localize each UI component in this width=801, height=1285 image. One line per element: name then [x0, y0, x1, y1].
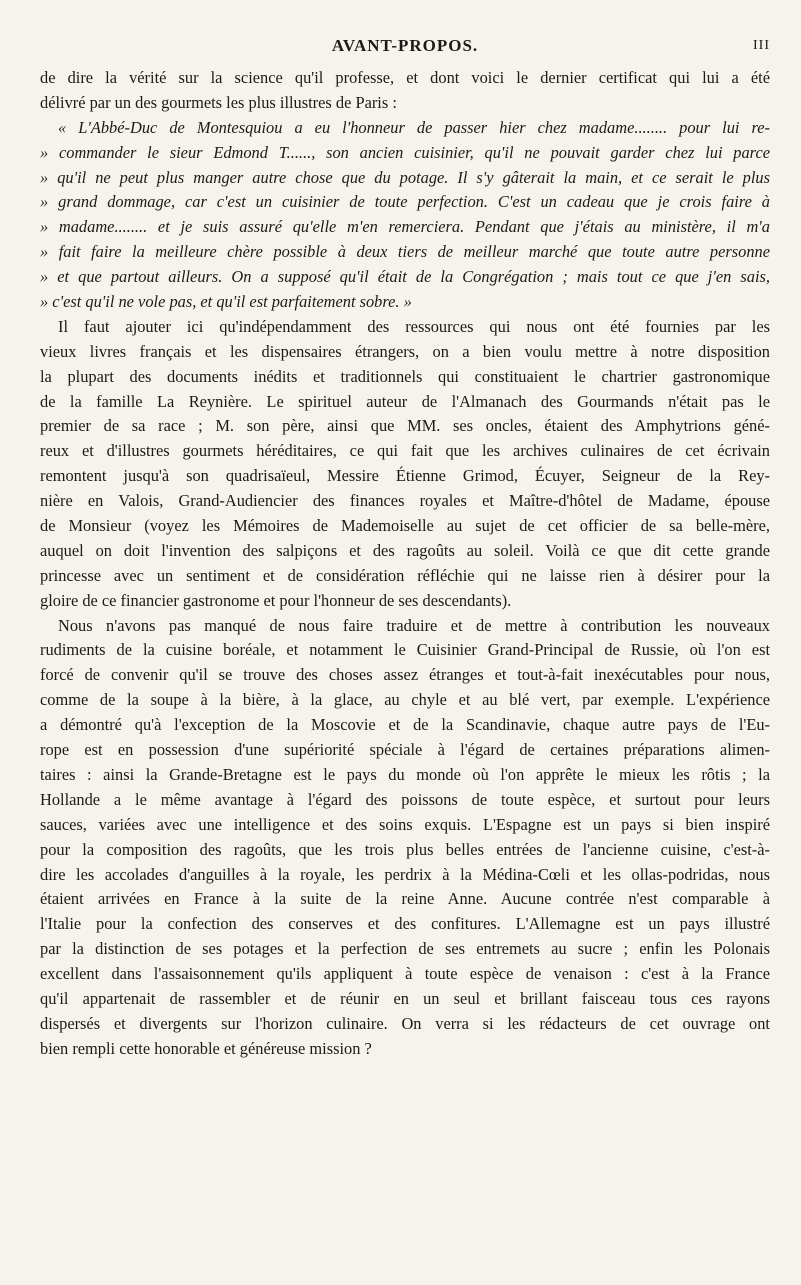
text-line: dire les accolades d'anguilles à la royale, les perdrix à la Médina-Cœli et les ollas-podridas, nous — [40, 864, 770, 884]
text-line: nière en Valois, Grand-Audiencier des finances royales et Maître-d'hôtel de Madame, épouse — [40, 491, 770, 511]
text-line: princesse avec un sentiment et de considération réfléchie qui ne laisse rien à désirer pour la — [40, 565, 770, 585]
text-line: » madame........ et je suis assuré qu'elle m'en remerciera. Pendant que j'étais au ministère, il m'a — [40, 217, 770, 237]
text-line: de la famille La Reynière. Le spirituel auteur de l'Almanach des Gourmands n'était pas le — [40, 391, 770, 411]
text-line: » fait faire la meilleure chère possible à deux tiers de meilleur marché que toute autre personne — [40, 242, 770, 262]
text-line: sauces, variées avec une intelligence et des soins exquis. L'Espagne est un pays si bien inspiré — [40, 814, 770, 834]
quotation-paragraph — [40, 116, 770, 315]
text-line: » qu'il ne peut plus manger autre chose que du potage. Il s'y gâterait la main, et ce serait le plus — [40, 167, 770, 187]
text-line: Hollande a le même avantage à l'égard des poissons de toute espèce, et surtout pour leurs — [40, 789, 770, 809]
text-line: rope est en possession d'une supériorité spéciale à l'égard de certaines préparations alimen- — [40, 740, 770, 760]
paragraph — [40, 66, 770, 116]
text-line: délivré par un des gourmets les plus illustres de Paris : — [40, 92, 397, 112]
paragraph — [40, 315, 770, 614]
page-number: III — [753, 38, 770, 53]
text-line: excellent dans l'assaisonnement qu'ils appliquent à toute espèce de venaison : c'est à la France — [40, 964, 770, 984]
text-line: a démontré qu'à l'exception de la Moscovie et de la Scandinavie, chaque autre pays de l'Eu- — [40, 715, 770, 735]
text-line: comme de la soupe à la bière, à la glace, au chyle et au blé vert, par exemple. L'expérience — [40, 690, 770, 710]
text-line: étaient arrivées en France à la suite de la reine Anne. Aucune contrée n'est comparable à — [40, 889, 770, 909]
running-title: AVANT-PROPOS. — [331, 36, 479, 55]
text-line: taires : ainsi la Grande-Bretagne est le pays du monde où l'on apprête le mieux les rôtis ; la — [40, 764, 770, 784]
text-line: de Monsieur (voyez les Mémoires de Mademoiselle au sujet de cet officier de sa belle-mère, — [40, 516, 770, 536]
text-line: Il faut ajouter ici qu'indépendamment des ressources qui nous ont été fournies par les — [58, 316, 770, 336]
text-line: vieux livres français et les dispensaires étrangers, on a bien voulu mettre à notre disposition — [40, 341, 770, 361]
text-line: remontent jusqu'à son quadrisaïeul, Messire Étienne Grimod, Écuyer, Seigneur de la Rey- — [40, 466, 770, 486]
text-line: » c'est qu'il ne vole pas, et qu'il est parfaitement sobre. » — [40, 292, 412, 312]
text-line: auquel on doit l'invention des salpiçons et des ragoûts au soleil. Voilà ce que dit cette grande — [40, 540, 770, 560]
text-line: « L'Abbé-Duc de Montesquiou a eu l'honneur de passer hier chez madame........ pour lui re- — [58, 117, 770, 137]
text-line: forcé de convenir qu'il se trouve des choses assez étranges et tout-à-fait inexécutables pour nous, — [40, 665, 770, 685]
text-line: par la distinction de ses potages et la perfection de ses entremets au sucre ; enfin les Polonais — [40, 939, 770, 959]
text-line: rudiments de la cuisine boréale, et notamment le Cuisinier Grand-Principal de Russie, où l'on est — [40, 640, 770, 660]
text-line: pour la composition des ragoûts, que les trois plus belles entrées de l'ancienne cuisine, c'est-à- — [40, 839, 770, 859]
text-line: de dire la vérité sur la science qu'il professe, et dont voici le dernier certificat qui lui a été — [40, 68, 770, 87]
text-line: Nous n'avons pas manqué de nous faire traduire et de mettre à contribution les nouveaux — [58, 615, 770, 635]
text-line: premier de sa race ; M. son père, ainsi que MM. ses oncles, étaient des Amphytrions géné- — [40, 416, 770, 436]
text-line: gloire de ce financier gastronome et pour l'honneur de ses descendants). — [40, 590, 512, 610]
text-line: l'Italie pour la confection des conserves et des confitures. L'Allemagne est un pays illustré — [40, 914, 770, 934]
text-line: la plupart des documents inédits et traditionnels qui constituaient le chartrier gastronomique — [40, 366, 770, 386]
page-header — [40, 34, 770, 58]
text-line: qu'il appartenait de rassembler et de réunir en un seul et brillant faisceau tous ces rayons — [40, 988, 770, 1008]
text-line: dispersés et divergents sur l'horizon culinaire. On verra si les rédacteurs de cet ouvrage ont — [40, 1013, 770, 1033]
text-line: » commander le sieur Edmond T......, son ancien cuisinier, qu'il ne pouvait garder chez lui parce — [40, 142, 770, 162]
text-line: » grand dommage, car c'est un cuisinier de toute perfection. C'est un cadeau que je crois faire à — [40, 192, 770, 212]
text-line: reux et d'illustres gourmets héréditaires, ce qui fait que les archives culinaires de cet écrivain — [40, 441, 770, 461]
text-line: » et que partout ailleurs. On a supposé qu'il était de la Congrégation ; mais tout ce que j'en sais, — [40, 267, 770, 287]
body-text — [40, 66, 770, 1062]
text-line: bien rempli cette honorable et généreuse mission ? — [40, 1038, 372, 1058]
paragraph — [40, 614, 770, 1062]
